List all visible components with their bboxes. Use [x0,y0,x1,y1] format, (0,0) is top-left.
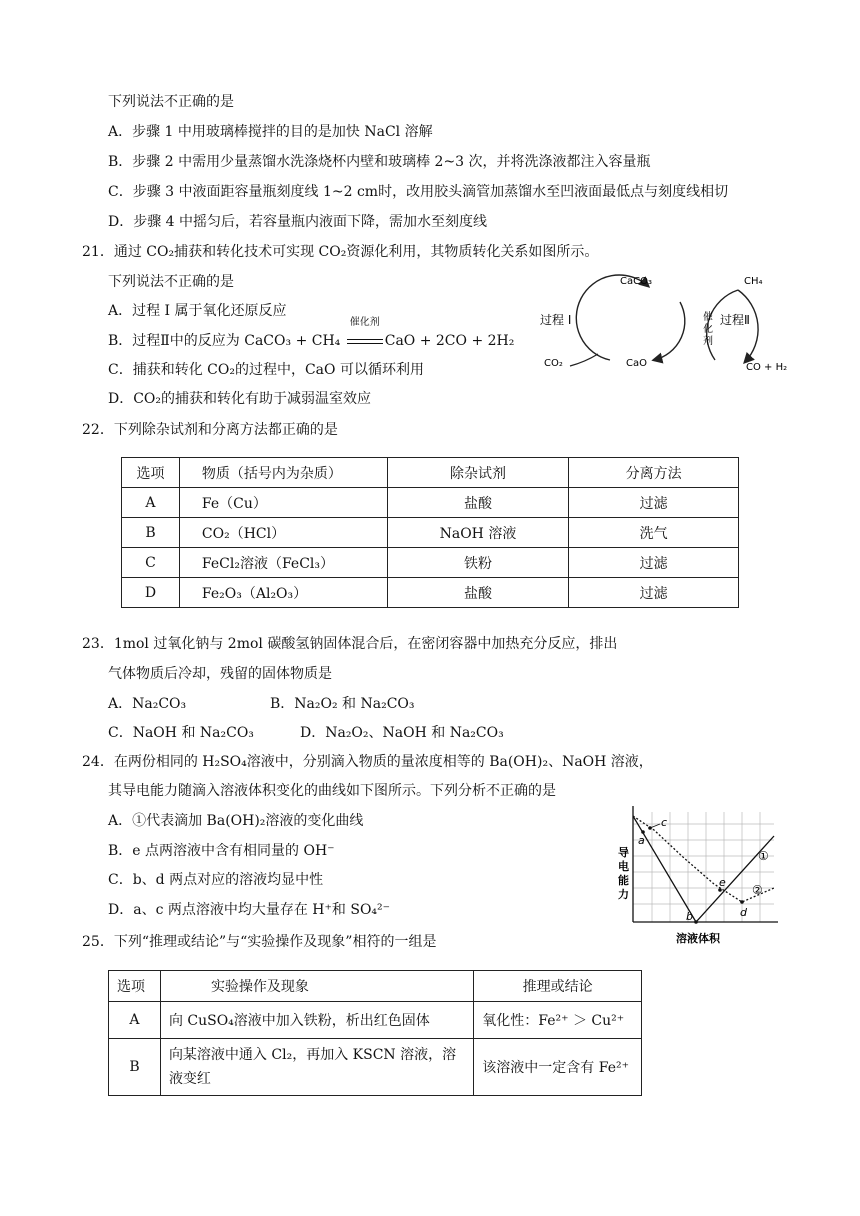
table-header-row [109,971,642,1002]
q23-stem: 23．1mol 过氧化钠与 2mol 碳酸氢钠固体混合后，在密闭容器中加热充分反应，排出 [82,636,618,652]
table-cell: NaOH 溶液 [387,518,569,548]
point-d: d [740,906,747,919]
table-cell: C [122,548,180,578]
table-row [122,488,739,518]
svg-text:电: 电 [618,860,629,873]
header-cell: 推理或结论 [474,971,642,1002]
q20-option-b: B．步骤 2 中需用少量蒸馏水洗涤烧杯内壁和玻璃棒 2~3 次，并将洗涤液都注入容量瓶 [108,154,651,170]
q23-option-a: A．Na₂CO₃ [108,696,187,712]
q23-option-c: C．NaOH 和 Na₂CO₃ [108,725,254,741]
q22-stem: 22．下列除杂试剂和分离方法都正确的是 [82,422,338,438]
table-cell: 过滤 [569,548,739,578]
table-cell: FeCl₂溶液（FeCl₃） [179,548,387,578]
q23-stem-cont: 气体物质后冷却，残留的固体物质是 [108,666,332,682]
table-cell: B [122,518,180,548]
curve-1-label: ① [758,849,769,863]
table-cell: 氧化性：Fe²⁺ ＞ Cu²⁺ [474,1002,642,1039]
curve-1 [633,816,774,922]
q20-option-d: D．步骤 4 中摇匀后，若容量瓶内液面下降，需加水至刻度线 [108,214,488,230]
table-cell: 向 CuSO₄溶液中加入铁粉，析出红色固体 [160,1002,473,1039]
point-b-marker [694,920,698,924]
table-row [109,1002,642,1039]
table-cell: 盐酸 [387,578,569,608]
q24-option-b: B．e 点两溶液中含有相同量的 OH⁻ [108,843,335,859]
svg-text:导: 导 [618,846,629,859]
header-cell: 物质（括号内为杂质） [179,458,387,488]
co2-inlet [570,354,598,366]
q24-stem-cont: 其导电能力随滴入溶液体积变化的曲线如下图所示。下列分析不正确的是 [108,783,556,799]
table-cell: CO₂（HCl） [179,518,387,548]
table-row [122,548,739,578]
table-cell: A [109,1002,161,1039]
table-row [109,1039,642,1096]
label-process2: 过程Ⅱ [720,313,750,327]
header-cell: 选项 [109,971,161,1002]
q23-option-b: B．Na₂O₂ 和 Na₂CO₃ [270,696,415,712]
q25-stem: 25．下列“推理或结论”与“实验操作及现象”相符的一组是 [82,934,437,950]
q21-option-a: A．过程 Ⅰ 属于氧化还原反应 [108,303,287,319]
q24-option-c: C．b、d 两点对应的溶液均显中性 [108,872,324,888]
conductivity-graph [614,804,784,949]
point-d-marker [740,900,744,904]
table-row [122,578,739,608]
label-products: CO + H₂ [746,362,788,373]
svg-text:能: 能 [618,874,629,887]
table-cell: 洗气 [569,518,739,548]
catalyst-equals: 催化剂 [345,331,385,351]
label-cao: CaO [626,358,647,369]
q21-option-b: B．过程Ⅱ中的反应为 CaCO₃ + CH₄ 催化剂 CaO + 2CO + 2H₂ [108,317,515,349]
q22-table [121,457,739,608]
label-caco3: CaCO₃ [620,276,652,287]
label-catalyst: 催化剂 [703,312,713,347]
q20-option-c: C．步骤 3 中液面距容量瓶刻度线 1~2 cm时，改用胶头滴管加蒸馏水至凹液面最低点与刻度线相切 [108,184,729,200]
label-co2: CO₂ [544,358,563,369]
table-cell: 向某溶液中通入 Cl₂，再加入 KSCN 溶液，溶 液变红 [160,1039,473,1096]
header-cell: 实验操作及现象 [160,971,473,1002]
q21-option-d: D．CO₂的捕获和转化有助于减弱温室效应 [108,391,372,407]
point-c: c [661,816,668,829]
x-axis-label: 溶液体积 [676,932,720,945]
point-a: a [638,834,645,847]
process1-arc [576,275,648,360]
table-cell: D [122,578,180,608]
table-cell: 过滤 [569,488,739,518]
table-cell: B [109,1039,161,1096]
q21-option-c: C．捕获和转化 CO₂的过程中，CaO 可以循环利用 [108,362,424,378]
q23-option-d: D．Na₂O₂、NaOH 和 Na₂CO₃ [300,725,504,741]
co2-cycle-diagram [530,262,800,380]
table-cell: 过滤 [569,578,739,608]
q24-option-a: A．①代表滴加 Ba(OH)₂溶液的变化曲线 [108,813,364,829]
q20-option-a: A．步骤 1 中用玻璃棒搅拌的目的是加快 NaCl 溶解 [108,124,433,140]
table-cell: A [122,488,180,518]
y-axis-label [618,845,629,901]
table-cell: 该溶液中一定含有 Fe²⁺ [474,1039,642,1096]
q21-stem: 21．通过 CO₂捕获和转化技术可实现 CO₂资源化利用，其物质转化关系如图所示。 [82,244,599,260]
header-cell: 分离方法 [569,458,739,488]
q20-prompt: 下列说法不正确的是 [108,94,234,110]
header-cell: 选项 [122,458,180,488]
grid [633,812,774,922]
point-e: e [719,876,726,889]
curve-2-label: ② [752,883,763,897]
cao-to-caco3-arc [654,302,685,360]
svg-text:力: 力 [618,888,629,901]
table-header-row [122,458,739,488]
table-cell: Fe（Cu） [179,488,387,518]
header-cell: 除杂试剂 [387,458,569,488]
point-b: b [686,910,693,923]
table-cell: Fe₂O₃（Al₂O₃） [179,578,387,608]
table-row [122,518,739,548]
table-cell: 铁粉 [387,548,569,578]
table-cell: 盐酸 [387,488,569,518]
label-process1: 过程 Ⅰ [540,313,572,327]
label-ch4: CH₄ [744,276,763,287]
q24-stem: 24．在两份相同的 H₂SO₄溶液中，分别滴入物质的量浓度相等的 Ba(OH)₂、NaOH 溶液， [82,754,653,770]
q24-option-d: D．a、c 两点溶液中均大量存在 H⁺和 SO₄²⁻ [108,902,391,918]
q21-prompt: 下列说法不正确的是 [108,274,234,290]
q25-table [108,970,642,1096]
